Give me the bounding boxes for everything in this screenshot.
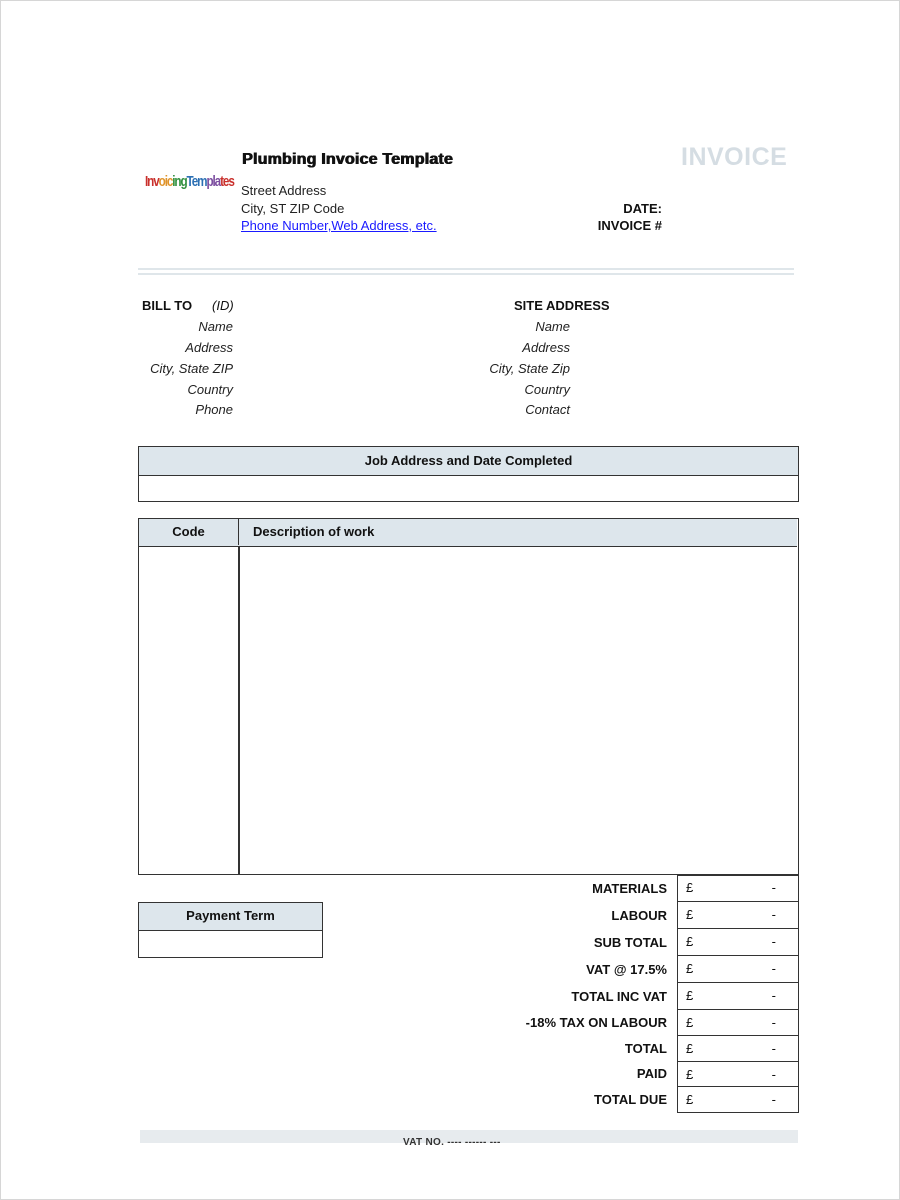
currency-symbol: £ (686, 1067, 694, 1082)
street-address: Street Address (241, 183, 327, 198)
labour-label: LABOUR (611, 908, 667, 923)
total-label: TOTAL (624, 1041, 667, 1056)
payment-term-input[interactable] (139, 931, 322, 956)
sub-total-cell[interactable] (677, 929, 799, 956)
total-cell[interactable] (677, 1036, 799, 1062)
invoice-title: INVOICE (681, 143, 788, 171)
tax-on-labour-cell[interactable] (677, 1010, 799, 1036)
city-state-zip: City, ST ZIP Code (241, 201, 345, 216)
total-due-value: - (771, 1092, 776, 1107)
invoicing-templates-logo (145, 173, 234, 190)
bill-to-id-label: (ID) (212, 298, 234, 313)
logo-part: tes (220, 173, 234, 190)
site-name-label: Name (535, 319, 570, 334)
total-due-label: TOTAL DUE (594, 1092, 667, 1107)
bill-to-city-label: City, State ZIP (150, 361, 233, 376)
paid-label: PAID (636, 1066, 667, 1081)
work-table-header (139, 519, 797, 547)
tax-on-labour-label: -18% TAX ON LABOUR (525, 1015, 667, 1030)
site-address-heading: SITE ADDRESS (514, 298, 610, 313)
site-contact-label: Contact (525, 402, 570, 417)
total-inc-vat-value: - (771, 988, 776, 1003)
bill-to-phone-label: Phone (195, 402, 233, 417)
logo-part: ing (172, 173, 187, 190)
company-name: Plumbing Invoice Template (242, 151, 453, 168)
vat-label: VAT @ 17.5% (586, 962, 667, 977)
description-column-body[interactable] (240, 547, 796, 874)
paid-value: - (771, 1067, 776, 1082)
bill-to-heading: BILL TO (142, 298, 193, 313)
bill-to-name-label: Name (198, 319, 233, 334)
currency-symbol: £ (686, 880, 694, 895)
currency-symbol: £ (686, 988, 694, 1003)
vat-cell[interactable] (677, 956, 799, 983)
payment-term-box (138, 902, 323, 958)
labour-value: - (771, 907, 776, 922)
contact-link[interactable]: Phone Number,Web Address, etc. (241, 218, 437, 233)
bill-to-address-label: Address (185, 340, 233, 355)
code-column-header: Code (139, 519, 239, 545)
header-divider (138, 273, 794, 275)
site-address-label: Address (522, 340, 570, 355)
currency-symbol: £ (686, 961, 694, 976)
currency-symbol: £ (686, 1092, 694, 1107)
payment-term-header: Payment Term (139, 903, 322, 931)
materials-label: MATERIALS (592, 881, 667, 896)
sub-total-label: SUB TOTAL (593, 935, 667, 950)
logo-part: oic (158, 173, 173, 190)
vat-value: - (771, 961, 776, 976)
total-value: - (771, 1041, 776, 1056)
code-column-body[interactable] (139, 547, 238, 874)
labour-cell[interactable] (677, 902, 799, 929)
currency-symbol: £ (686, 907, 694, 922)
job-address-box (138, 446, 799, 502)
invoice-number-label: INVOICE # (597, 218, 662, 233)
currency-symbol: £ (686, 1041, 694, 1056)
total-inc-vat-cell[interactable] (677, 983, 799, 1010)
bill-to-country-label: Country (187, 382, 233, 397)
sub-total-value: - (771, 934, 776, 949)
job-address-input[interactable] (139, 476, 798, 500)
work-table (138, 518, 799, 875)
tax-on-labour-value: - (771, 1015, 776, 1030)
logo-part: pla (206, 173, 221, 190)
currency-symbol: £ (686, 934, 694, 949)
paid-cell[interactable] (677, 1062, 799, 1087)
header-divider (138, 268, 794, 270)
date-label: DATE: (623, 201, 662, 216)
job-address-header: Job Address and Date Completed (139, 447, 798, 476)
site-city-label: City, State Zip (489, 361, 570, 376)
total-due-cell[interactable] (677, 1087, 799, 1113)
site-country-label: Country (524, 382, 570, 397)
description-column-header: Description of work (253, 524, 375, 539)
logo-part: Tem (186, 173, 207, 190)
materials-value: - (771, 880, 776, 895)
total-inc-vat-label: TOTAL INC VAT (571, 989, 667, 1004)
currency-symbol: £ (686, 1015, 694, 1030)
vat-number-text: VAT NO. ---- ------ --- (403, 1137, 501, 1148)
logo-part: Inv (145, 173, 159, 190)
materials-cell[interactable] (677, 875, 799, 902)
